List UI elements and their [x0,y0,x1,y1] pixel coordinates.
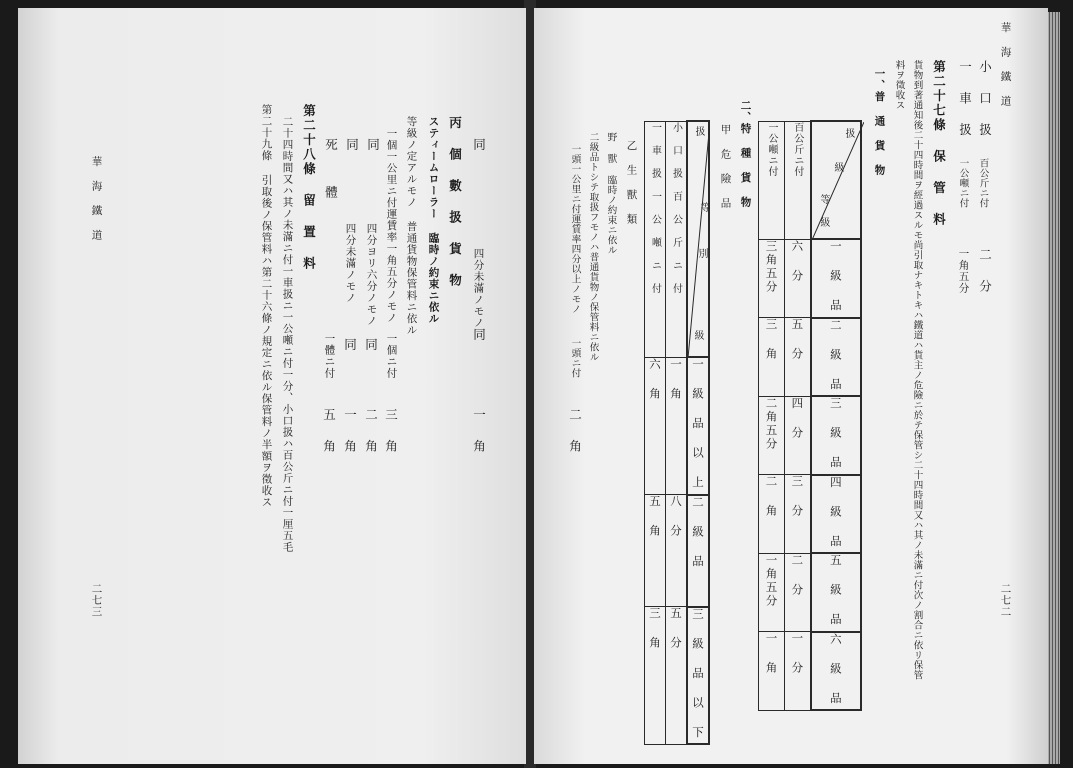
dangerous-goods-table [644,120,710,745]
section-special-goods: 二、特 種 貨 物 [739,100,752,208]
article-28-body: 二十四時間又ハ其ノ未滿ニ付一車扱ニ一公噸ニ付一分、小口扱ハ百公斤ニ付一厘五毛 [281,116,294,553]
table2-row1-grade3: 五 分 [666,607,688,745]
ordinary-goods-table [758,120,862,711]
col-h-prefix: 死 體 [323,138,339,208]
table2-corner-diagonal [688,122,710,358]
table1-row2-grade4: 二 角 [759,475,785,554]
table1-grade1: 一 級 品 [811,239,861,318]
left-page [18,8,526,764]
table1-row2-grade6: 一 角 [759,632,785,711]
article-29-text: 第二十九條 引取後ノ保管料ハ第二十六條ノ規定ニ依ル保管料ノ半額ヲ徵收ス [260,104,273,508]
col-h-unit: 一體ニ付 [323,333,336,379]
col-h-value: 五 角 [321,408,337,454]
page-number-left: 二七三 [90,583,103,618]
section-live-animals: 乙 生 獸 類 [625,140,638,225]
section-dangerous-goods: 甲 危 險 品 [719,124,732,209]
table2-grade2: 二 級 品 [687,495,709,607]
table1-row2-grade3: 二角五分 [759,396,785,475]
table1-corner-unit: 一公噸ニ付 [759,121,785,239]
beasts-line-3a: 一頭一公里ニ付運賃率四分以上ノモノ [569,144,581,314]
graded-items-line: 等級ノ定アルモノ 普通貨物保管料ニ依ル [405,116,418,336]
article-27-title: 第二十七條 保 管 料 [931,60,947,227]
article-27-body-2: 料ヲ徵收ス [893,60,905,110]
table1-row1-grade3: 四 分 [784,396,810,475]
table1-row2-grade1: 三角五分 [759,239,785,318]
table1-corner-middle: 級 [831,162,843,173]
running-title-left: 華 海 鐵 道 [90,156,103,241]
col-g-text: 四分未滿ノモノ [344,223,357,304]
table1-grade6: 六 級 品 [811,632,861,711]
table2-corner-top: 扱 [693,126,704,137]
col-f-unit: 同 [363,338,379,353]
table2-grade1: 一 級 品 以 上 [687,357,709,495]
col-e-unit: 一個ニ付 [385,333,398,379]
table2-corner-bottom: 級 [692,330,703,341]
table1-grade5: 五 級 品 [811,553,861,632]
table2-row2-grade2: 五 角 [645,495,666,607]
beasts-line-3b: 一頭ニ付 [569,338,581,378]
table1-row1-grade6: 一 分 [784,632,810,711]
table2-row2-grade3: 三 角 [645,607,666,745]
beasts-line-2: 二級品トシテ取扱フモノハ普通貨物ノ保管料ニ依ル [587,132,599,362]
page-edge-strip [1046,12,1060,764]
article-28-title: 第二十八條 留 置 料 [301,104,317,271]
beasts-line-3c: 二 角 [567,408,583,454]
col-e-value: 三 角 [383,408,399,454]
table1-row1-grade1: 六 分 [784,239,810,318]
col-g-value: 一 角 [342,408,358,454]
table1-corner-bottom: 等 級 [817,194,829,228]
table1-row1-grade2: 五 分 [784,318,810,397]
col-a-mid: 同 [471,328,487,343]
wagon-handling-label: 一 車 扱 [957,60,973,138]
col-f-prefix: 同 [365,138,381,153]
small-handling-unit: 百公斤ニ付 [977,158,989,208]
table2-corner-header [687,121,709,357]
table1-row1-grade5: 二 分 [784,553,810,632]
table2-row1-grade2: 八 分 [666,495,688,607]
col-a-text: 四分未滿ノモノ [472,248,485,329]
article-27-body-1: 貨物到著通知後二十四時間ヲ經過スルモ尚引取ナキトキハ鐵道ハ貨主ノ危險ニ於テ保管シ二十四時間又ハ其ノ未滿ニ付次ノ割合ニ依リ保管 [911,60,923,680]
table1-row1-grade4: 三 分 [784,475,810,554]
wagon-handling-rate: 一角五分 [957,248,970,294]
col-a-value: 一 角 [471,408,487,454]
table1-row2-grade5: 一角五分 [759,553,785,632]
running-title-right: 華 海 鐵 道 [999,22,1012,107]
col-e-text: 一個一公里ニ付運賃率一角五分ノモノ [385,128,398,324]
table1-row2-grade2: 三 角 [759,318,785,397]
table2-corner-sub: 別 [696,248,707,259]
steam-roller-line: スティームローラー 臨時ノ約束ニ依ル [427,116,440,325]
table2-row2-header: 一 車 扱 一 公 噸 ニ 付 [645,121,666,357]
table2-corner-middle: 等 [698,202,709,213]
small-handling-rate: 二 分 [977,248,993,294]
table2-row2-grade1: 六 角 [645,357,666,495]
small-handling-label: 小 口 扱 [977,60,993,138]
table1-corner-top: 扱 [843,128,854,139]
table2-row1-grade1: 一 角 [666,357,688,495]
beasts-line-1: 野 獸 臨時ノ約束ニ依ル [605,132,617,255]
table1-grade3: 三 級 品 [811,396,861,475]
table1-grade2: 二 級 品 [811,318,861,397]
col-f-text: 四分ヨリ六分ノモノ [365,223,378,327]
col-f-value: 二 角 [363,408,379,454]
section-ordinary-goods: 一、普 通 貨 物 [873,68,886,176]
page-number-right: 二七二 [999,583,1012,618]
col-a-prefix: 同 [471,138,487,153]
wagon-handling-unit: 一公噸ニ付 [957,158,969,208]
right-page [534,8,1048,764]
col-g-prefix: 同 [344,138,360,153]
col-g-unit: 同 [342,338,358,353]
table2-grade3: 三 級 品 以 下 [687,607,709,745]
table1-corner-unit-small: 百公斤ニ付 [784,121,810,239]
table1-corner-header [811,121,861,239]
table2-row1-header: 小 口 扱 百 公 斤 ニ 付 [666,121,688,357]
section-kosuu-heading: 丙 個 數 扱 貨 物 [447,116,463,288]
table1-grade4: 四 級 品 [811,475,861,554]
